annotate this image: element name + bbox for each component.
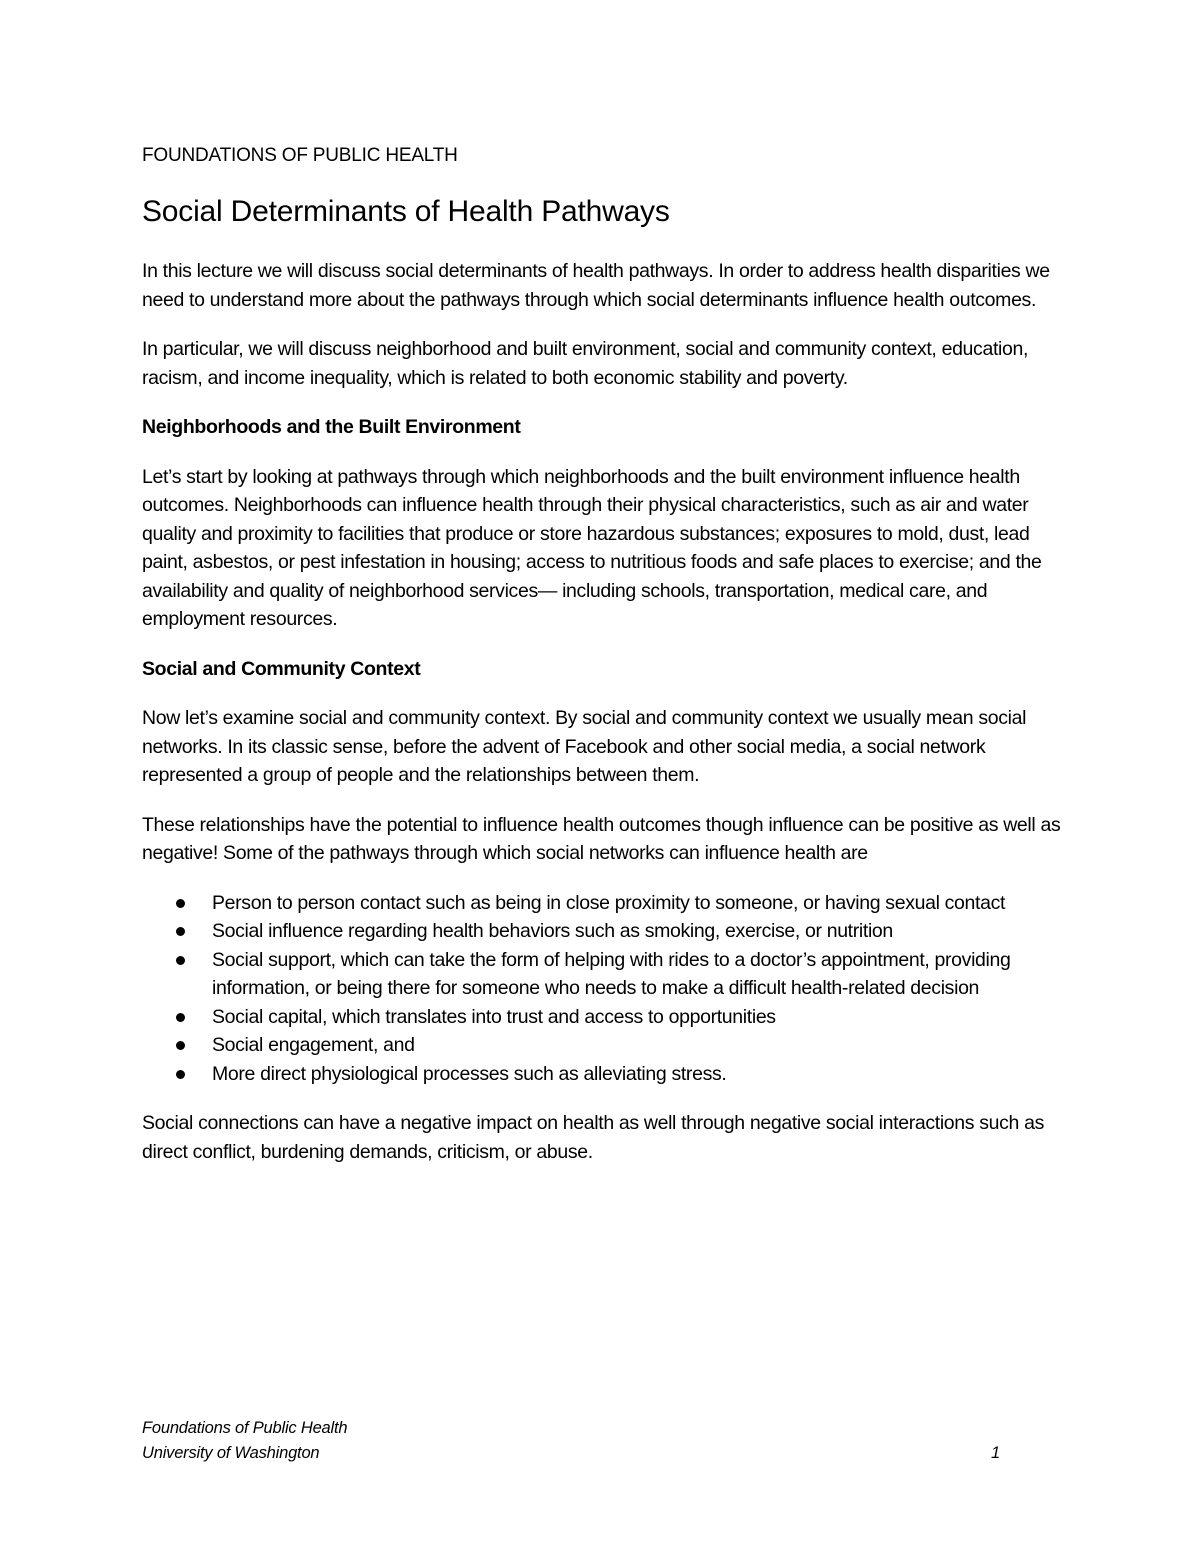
list-item	[212, 1003, 1067, 1032]
list-item	[212, 946, 1067, 1003]
social-paragraph-2: These relationships have the potential to influence health outcomes though influence can be positive as well as negative! Some of the pathways through which social networks can influence health are	[142, 813, 1061, 864]
footer-institution: University of Washington	[142, 1444, 320, 1462]
section-heading-neighborhoods: Neighborhoods and the Built Environment	[142, 416, 521, 438]
list-item-text: Social influence regarding health behaviors such as smoking, exercise, or nutrition	[212, 920, 893, 942]
footer-course-name: Foundations of Public Health	[142, 1419, 348, 1437]
list-item-text: Social capital, which translates into trust and access to opportunities	[212, 1005, 776, 1028]
course-label: FOUNDATIONS OF PUBLIC HEALTH	[142, 145, 458, 166]
section-heading-social: Social and Community Context	[142, 657, 421, 680]
list-item-text: More direct physiological processes such as alleviating stress.	[212, 1062, 727, 1085]
page-number: 1	[991, 1444, 1000, 1462]
bullet-icon	[176, 1013, 185, 1022]
list-item	[212, 889, 1067, 918]
page-title: Social Determinants of Health Pathways	[142, 195, 670, 228]
bullet-icon	[176, 899, 185, 908]
bullet-icon	[176, 1041, 185, 1050]
pathways-bullet-list	[142, 889, 1067, 1089]
intro-paragraph-1: In this lecture we will discuss social determinants of health pathways. In order to address health disparities we need to understand more about the pathways through which social determinants influence health outcomes.	[142, 260, 1050, 311]
bullet-icon	[176, 956, 185, 965]
list-item-text: Social engagement, and	[212, 1034, 415, 1056]
neighborhoods-paragraph: Let’s start by looking at pathways through which neighborhoods and the built environment influence health outcomes. Neighborhoods can influence health through their physical characteristics, such as air and water quality and proximity to facilities that produce or store hazardous substances; exposures to mold, dust, lead paint, asbestos, or pest infestation in housing; access to nutritious foods and safe places to exercise; and the availability and quality of neighborhood services— including schools, transportation, medical care, and employment resources.	[142, 465, 1042, 630]
list-item-text: Social support, which can take the form of helping with rides to a doctor’s appointment, providing information, or being there for someone who needs to make a difficult health-related decision	[212, 948, 1011, 999]
page-footer	[142, 1416, 1000, 1466]
list-item	[212, 917, 1067, 946]
intro-paragraph-2: In particular, we will discuss neighborhood and built environment, social and community context, education, racism, and income inequality, which is related to both economic stability and poverty.	[142, 338, 1029, 389]
social-paragraph-1: Now let’s examine social and community context. By social and community context we usually mean social networks. In its classic sense, before the advent of Facebook and other social media, a social network represented a group of people and the relationships between them.	[142, 707, 1027, 786]
bullet-icon	[176, 1070, 185, 1079]
social-paragraph-3: Social connections can have a negative impact on health as well through negative social interactions such as direct conflict, burdening demands, criticism, or abuse.	[142, 1112, 1045, 1163]
list-item-text: Person to person contact such as being in close proximity to someone, or having sexual contact	[212, 891, 1006, 914]
list-item	[212, 1060, 1067, 1089]
list-item	[212, 1031, 1067, 1060]
document-body	[142, 257, 1067, 1187]
bullet-icon	[176, 927, 185, 936]
